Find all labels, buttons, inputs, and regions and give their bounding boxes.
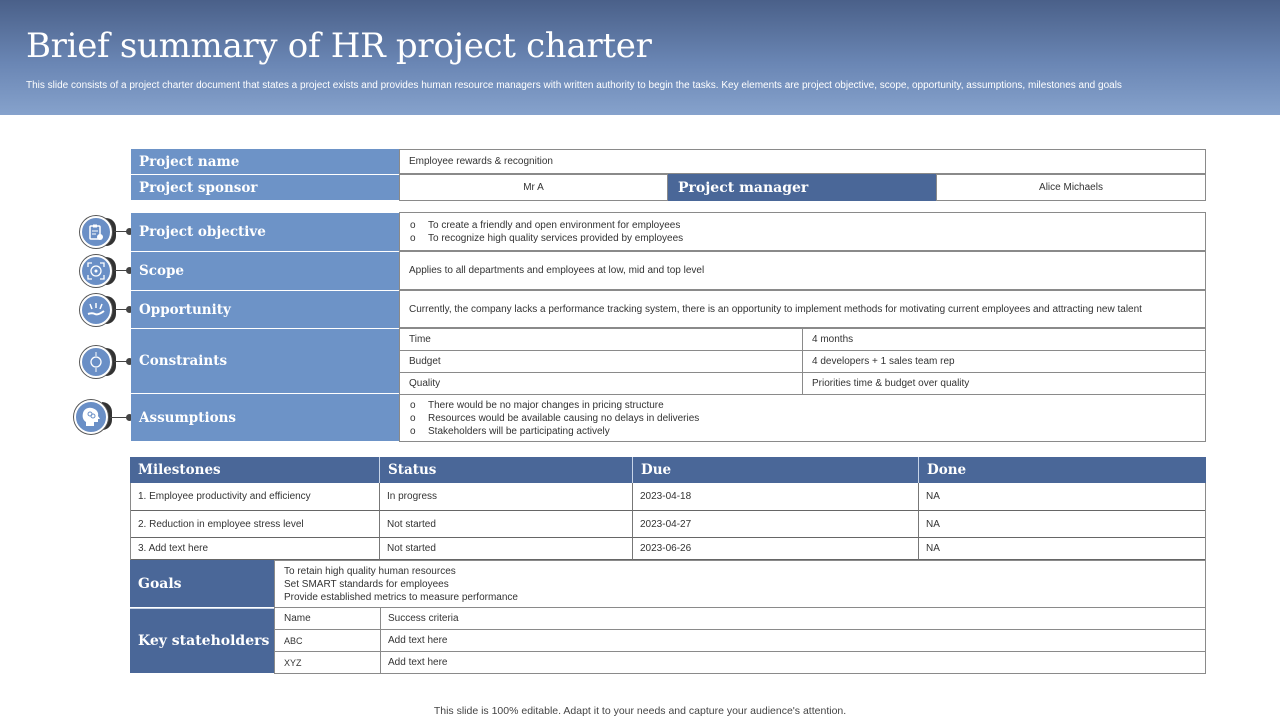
constraint-name: Time (399, 328, 803, 351)
milestone-done: NA (919, 483, 1205, 511)
goals-list (274, 560, 1206, 608)
assumption-item: o Stakeholders will be participating actively (410, 425, 610, 437)
milestone-due: 2023-06-26 (633, 538, 919, 560)
goal-item: To retain high quality human resources (284, 565, 456, 577)
milestone-name: 2. Reduction in employee stress level (131, 511, 380, 538)
milestone-due: 2023-04-18 (633, 483, 919, 511)
scope-label: Scope (131, 252, 399, 290)
target-icon (80, 255, 112, 287)
constraint-name: Budget (399, 350, 803, 373)
goals-label: Goals (130, 560, 274, 607)
project-manager-label: Project manager (668, 174, 936, 201)
balance-icon (80, 346, 112, 378)
success-criteria-header: Success criteria (380, 607, 1206, 630)
opportunity-label: Opportunity (131, 291, 399, 328)
assumptions-list (399, 394, 1206, 442)
stakeholder-name: XYZ (274, 651, 381, 674)
stakeholder-criteria: Add text here (380, 629, 1206, 652)
objective-list (399, 212, 1206, 251)
assumptions-label: Assumptions (131, 394, 399, 441)
constraint-name: Quality (399, 372, 803, 395)
milestone-status: Not started (380, 511, 633, 538)
hand-ideas-icon (80, 294, 112, 326)
goal-item: Provide established metrics to measure performance (284, 591, 518, 603)
objective-label: Project objective (131, 213, 399, 251)
milestone-status: In progress (380, 483, 633, 511)
objective-item: o To recognize high quality services provided by employees (410, 232, 684, 244)
constraints-label: Constraints (131, 329, 399, 393)
header-banner (0, 0, 1280, 115)
constraint-value: 4 months (802, 328, 1206, 351)
page-subtitle: This slide consists of a project charter document that states a project exists and provides human resource managers with written authority to begin the tasks. Key elements are project objective, scope, opportunity, assumptions, milestones and goals (26, 80, 1122, 91)
stakeholder-criteria: Add text here (380, 651, 1206, 674)
constraint-value: 4 developers + 1 sales team rep (802, 350, 1206, 373)
project-name-label: Project name (131, 149, 399, 174)
constraint-value: Priorities time & budget over quality (802, 372, 1206, 395)
stakeholder-name: ABC (274, 629, 381, 652)
stakeholder-name-header: Name (274, 607, 381, 630)
project-name-value: Employee rewards & recognition (399, 149, 1206, 174)
done-header: Done (919, 457, 1206, 483)
brain-head-icon (74, 400, 108, 434)
assumptions-icon-badge (74, 400, 134, 438)
milestone-name: 1. Employee productivity and efficiency (131, 483, 380, 511)
project-sponsor-label: Project sponsor (131, 175, 399, 200)
milestone-status: Not started (380, 538, 633, 560)
assumption-item: o Resources would be available causing no delays in deliveries (410, 412, 700, 424)
due-header: Due (633, 457, 919, 483)
page-title: Brief summary of HR project charter (26, 26, 652, 66)
milestone-done: NA (919, 538, 1205, 560)
milestone-name: 3. Add text here (131, 538, 380, 560)
scope-value: Applies to all departments and employees at low, mid and top level (399, 251, 1206, 290)
milestone-done: NA (919, 511, 1205, 538)
status-header: Status (380, 457, 633, 483)
project-sponsor-value: Mr A (399, 174, 668, 201)
stakeholders-label: Key stateholders (130, 608, 274, 673)
opportunity-value: Currently, the company lacks a performance tracking system, there is an opportunity to implement methods for motivating current employees and attracting new talent (399, 290, 1206, 328)
footer-note: This slide is 100% editable. Adapt it to your needs and capture your audience's attention. (433, 705, 847, 717)
assumption-item: o There would be no major changes in pricing structure (410, 399, 664, 411)
milestones-header: Milestones (130, 457, 380, 483)
project-manager-value: Alice Michaels (936, 174, 1206, 201)
milestone-due: 2023-04-27 (633, 511, 919, 538)
objective-item: o To create a friendly and open environment for employees (410, 219, 681, 231)
clipboard-icon (80, 216, 112, 248)
goal-item: Set SMART standards for employees (284, 578, 449, 590)
